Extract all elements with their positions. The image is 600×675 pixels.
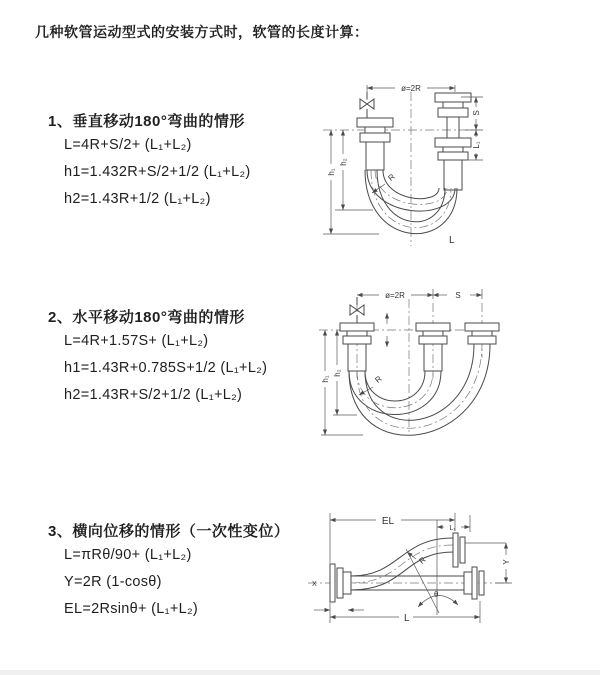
d1-length-label: L <box>449 235 455 246</box>
d2-dim-label-s: S <box>455 291 461 300</box>
d2-centerlines <box>319 299 497 435</box>
d1-dim-label-s: S <box>472 110 481 116</box>
diagram-vertical-180-bend <box>315 76 550 250</box>
d3-length-label: L <box>404 613 410 624</box>
d2-top-dimension <box>357 289 482 299</box>
d1-dim-label-2r: ø=2R <box>401 84 421 93</box>
d2-right-fitting <box>465 323 499 344</box>
formula-y: Y=2R (1-cosθ) <box>64 574 162 590</box>
formula-h1: h1=1.43R+0.785S+1/2 (L₁+L₂) <box>64 360 268 376</box>
section-1 <box>48 110 251 218</box>
section-3 <box>48 520 289 628</box>
d3-angle-label: θ <box>434 590 439 599</box>
d3-dim-label-y: Y <box>502 559 511 565</box>
formula-l: L=πRθ/90+ (L₁+L₂) <box>64 547 192 563</box>
formula-h2: h2=1.43R+S/2+1/2 (L₁+L₂) <box>64 387 243 403</box>
diagram-lateral-displacement <box>300 505 597 647</box>
d2-hose-bends <box>349 344 490 435</box>
d3-radius-label: R <box>417 555 428 566</box>
d1-radius-label: R <box>386 172 397 183</box>
d2-dim-label-h1: h₁ <box>321 375 330 383</box>
d1-valve-symbol <box>360 92 374 118</box>
d2-dim-label-h2: h₂ <box>333 369 342 377</box>
section-2-heading: 2、水平移动180°弯曲的情形 <box>48 309 245 326</box>
d3-angle-construction <box>406 549 458 613</box>
formula-l: L=4R+1.57S+ (L₁+L₂) <box>64 333 209 349</box>
page-bottom-edge <box>0 670 600 675</box>
d2-left-fitting <box>340 323 374 371</box>
d1-dim-label-h2: h₂ <box>339 158 348 166</box>
d1-right-fitting <box>435 93 471 190</box>
d3-displaced-hose <box>351 538 453 590</box>
formula-h2: h2=1.43R+1/2 (L₁+L₂) <box>64 191 211 207</box>
diagram-horizontal-180-bend <box>313 283 550 445</box>
d2-valve-symbol <box>350 297 364 323</box>
d2-radius-label: R <box>373 374 384 385</box>
d3-top-right-flange <box>453 533 506 567</box>
section-3-heading: 3、横向位移的情形（一次性变位） <box>48 523 290 540</box>
d3-dim-label-el: EL <box>381 516 395 527</box>
section-1-heading: 1、垂直移动180°弯曲的情形 <box>48 113 245 130</box>
d1-dim-label-h1: h₁ <box>327 168 336 176</box>
d2-dim-label-2r: ø=2R <box>385 291 405 300</box>
d3-dim-label-l1: L₁ <box>449 525 456 532</box>
formula-h1: h1=1.432R+S/2+1/2 (L₁+L₂) <box>64 164 251 180</box>
formula-l: L=4R+S/2+ (L₁+L₂) <box>64 137 192 153</box>
d1-right-dimensions <box>461 97 483 160</box>
d2-middle-fitting <box>416 323 450 371</box>
section-2 <box>48 306 267 414</box>
d1-left-dimensions <box>323 130 379 234</box>
d1-dim-label-l1: L₁ <box>472 141 481 149</box>
d3-axis-marker: X <box>312 581 317 588</box>
page-title: 几种软管运动型式的安装方式时，软管的长度计算： <box>35 24 369 40</box>
formula-el: EL=2Rsinθ+ (L₁+L₂) <box>64 601 199 617</box>
d1-left-fitting <box>357 118 393 170</box>
d3-left-flange <box>330 564 351 602</box>
